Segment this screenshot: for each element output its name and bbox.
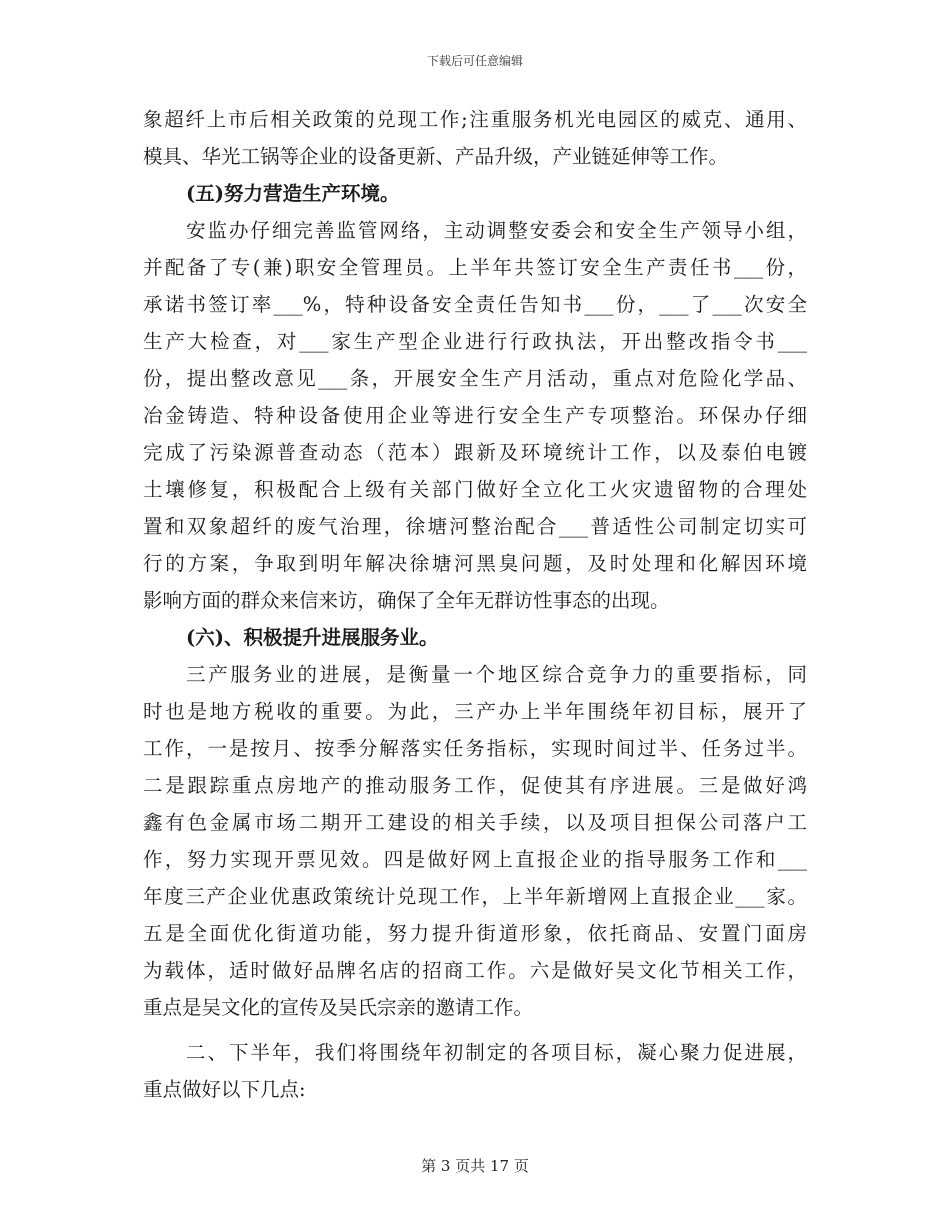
body-line: 置和双象超纤的废气治理，徐塘河整治配合___普适性公司制定切实可 [143, 515, 807, 538]
body-line: 五是全面优化街道功能，努力提升街道形象，依托商品、安置门面房 [143, 922, 807, 945]
paragraph-gap [143, 1026, 807, 1034]
body-line: 安监办仔细完善监管网络，主动调整安委会和安全生产领导小组， [186, 219, 807, 242]
body-line: 生产大检查，对___家生产型企业进行行政执法，开出整改指令书___ [143, 330, 807, 353]
body-line: 重点是吴文化的宣传及吴氏宗亲的邀请工作。 [143, 996, 534, 1019]
body-line: 份，提出整改意见___条，开展安全生产月活动，重点对危险化学品、 [143, 367, 807, 390]
body-line: 行的方案，争取到明年解决徐塘河黑臭问题，及时处理和化解因环境 [143, 552, 807, 575]
body-line: 为载体，适时做好品牌名店的招商工作。六是做好吴文化节相关工作， [143, 959, 807, 982]
body-line: 承诺书签订率___%，特种设备安全责任告知书___份，___了___次安全 [143, 293, 807, 316]
body-line: 鑫有色金属市场二期开工建设的相关手续，以及项目担保公司落户工 [143, 811, 807, 834]
body-line: 工作，一是按月、按季分解落实任务指标，实现时间过半、任务过半。 [143, 737, 807, 760]
body-line: 影响方面的群众来信来访，确保了全年无群访性事态的出现。 [143, 589, 670, 612]
body-line: 二是跟踪重点房地产的推动服务工作，促使其有序进展。三是做好鸿 [143, 774, 807, 797]
body-line: 并配备了专(兼)职安全管理员。上半年共签订安全生产责任书___份， [143, 256, 807, 279]
body-line: 重点做好以下几点: [143, 1078, 306, 1101]
body-line: 土壤修复，积极配合上级有关部门做好全立化工火灾遗留物的合理处 [143, 478, 807, 501]
body-line: 二、下半年，我们将围绕年初制定的各项目标，凝心聚力促进展， [186, 1041, 807, 1064]
body-line: 三产服务业的进展，是衡量一个地区综合竞争力的重要指标，同 [186, 663, 807, 686]
body-line: 完成了污染源普查动态（范本）跟新及环境统计工作，以及泰伯电镀 [143, 441, 807, 464]
body-line: 象超纤上市后相关政策的兑现工作;注重服务机光电园区的威克、通用、 [143, 108, 807, 131]
page-number-footer: 第 3 页共 17 页 [421, 1157, 529, 1175]
body-line: 作，努力实现开票见效。四是做好网上直报企业的指导服务工作和___ [143, 848, 807, 871]
body-line: 时也是地方税收的重要。为此，三产办上半年围绕年初目标，展开了 [143, 700, 807, 723]
page-header: 下载后可任意编辑 [426, 54, 523, 68]
section-heading-6: (六)、积极提升进展服务业。 [186, 626, 439, 649]
document-body [143, 101, 807, 1108]
body-line: 年度三产企业优惠政策统计兑现工作，上半年新增网上直报企业___家。 [143, 885, 807, 908]
body-line: 模具、华光工锅等企业的设备更新、产品升级，产业链延伸等工作。 [143, 145, 729, 168]
body-line: 冶金铸造、特种设备使用企业等进行安全生产专项整治。环保办仔细 [143, 404, 807, 427]
section-heading-5: (五)努力营造生产环境。 [186, 182, 400, 205]
